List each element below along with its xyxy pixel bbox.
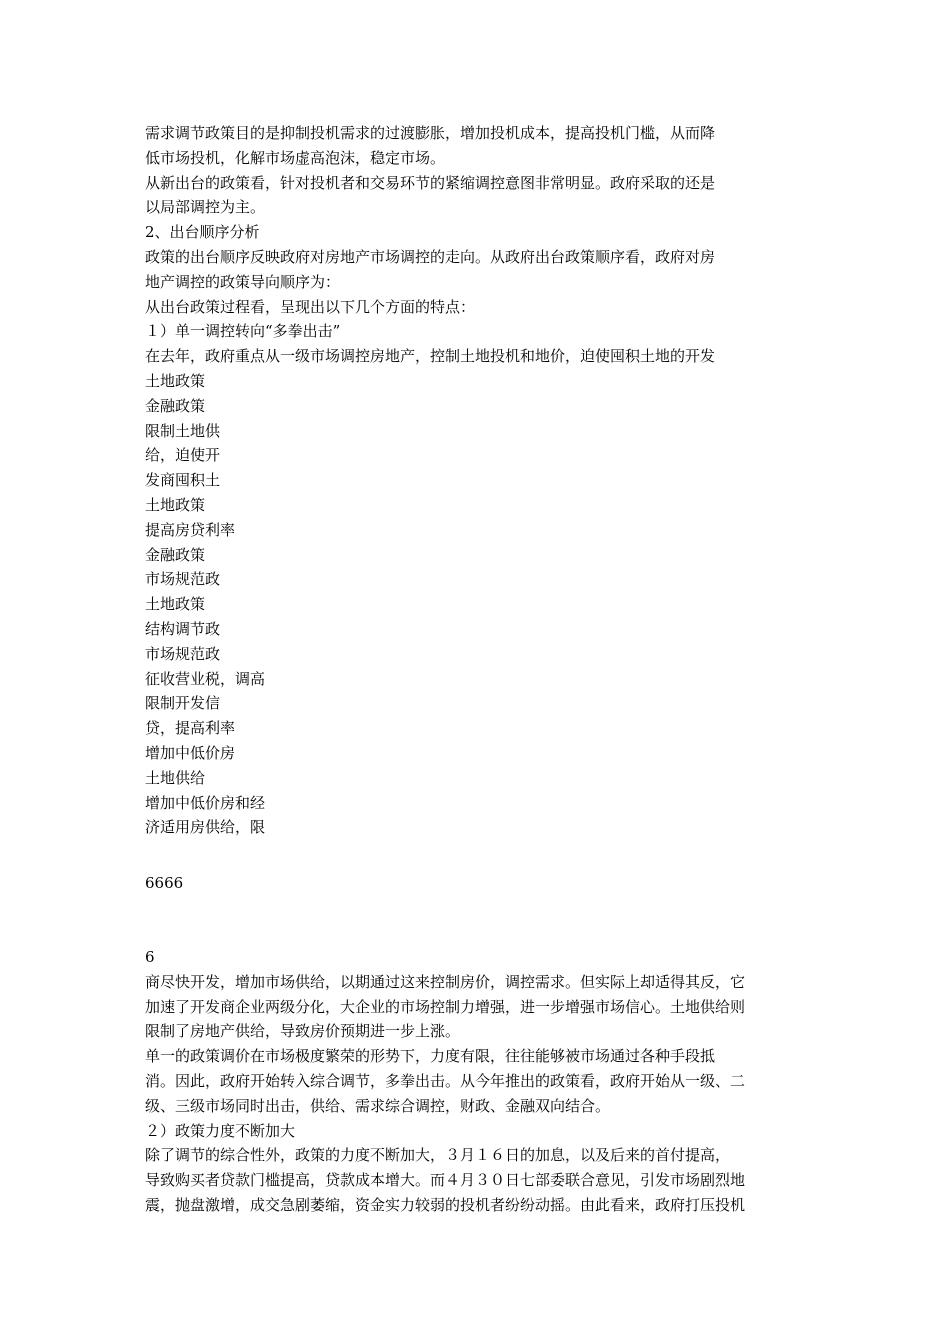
text-line: 加速了开发商企业两级分化，大企业的市场控制力增强，进一步增强市场信心。土地供给则: [145, 997, 746, 1016]
text-line: 限制开发信: [145, 694, 221, 713]
text-line: 结构调节政: [145, 619, 221, 638]
text-line: 市场规范政: [145, 644, 221, 663]
text-line: 在去年，政府重点从一级市场调控房地产，控制土地投机和地价，迫使囤积土地的开发: [145, 347, 716, 366]
text-line: 震，抛盘激增，成交急剧萎缩，资金实力较弱的投机者纷纷动摇。由此看来，政府打压投机: [145, 1195, 746, 1214]
text-line: 需求调节政策目的是抑制投机需求的过渡膨胀，增加投机成本，提高投机门槛，从而降: [145, 124, 716, 142]
text-line: 征收营业税，调高: [145, 669, 266, 688]
text-line: １）单一调控转向“多拳出击”: [145, 322, 341, 341]
text-block-number: [145, 871, 815, 896]
text-line: 增加中低价房: [145, 743, 236, 762]
text-line: 低市场投机，化解市场虚高泡沫，稳定市场。: [145, 148, 446, 167]
text-line: 政策的出台顺序反映政府对房地产市场调控的走向。从政府出台政策顺序看，政府对房: [145, 247, 716, 266]
text-line: 土地政策: [145, 495, 206, 514]
text-line: 济适用房供给，限: [145, 818, 266, 837]
text-line: 6666: [145, 874, 184, 892]
text-line: 提高房贷利率: [145, 520, 236, 539]
text-line: 限制土地供: [145, 421, 221, 440]
text-line: 限制了房地产供给，导致房价预期进一步上涨。: [145, 1022, 461, 1041]
text-line: 商尽快开发，增加市场供给，以期通过这来控制房价，调控需求。但实际上却适得其反，它: [145, 972, 746, 991]
text-line: 除了调节的综合性外，政策的力度不断加大，３月１６日的加息，以及后来的首付提高，: [145, 1146, 731, 1165]
text-line: 级、三级市场同时出击，供给、需求综合调控，财政、金融双向结合。: [145, 1096, 611, 1115]
text-line: 导致购买者贷款门槛提高，贷款成本增大。而４月３０日七部委联合意见，引发市场剧烈地: [145, 1171, 746, 1190]
text-line: ２）政策力度不断加大: [145, 1121, 296, 1140]
text-line: 贷，提高利率: [145, 719, 236, 738]
text-line: 从新出台的政策看，针对投机者和交易环节的紧缩调控意图非常明显。政府采取的还是: [145, 173, 716, 192]
text-line: 金融政策: [145, 396, 206, 415]
text-block-main: [145, 121, 815, 840]
text-line: 6: [145, 948, 155, 966]
text-line: 增加中低价房和经: [145, 793, 266, 812]
text-line: 从出台政策过程看，呈现出以下几个方面的特点：: [145, 297, 476, 316]
text-line: 以局部调控为主。: [145, 198, 266, 217]
text-line: 2、出台顺序分析: [145, 223, 260, 242]
text-line: 土地政策: [145, 371, 206, 390]
text-line: 消。因此，政府开始转入综合调节，多拳出击。从今年推出的政策看，政府开始从一级、二: [145, 1071, 746, 1090]
text-block-continuation: [145, 945, 815, 1218]
text-line: 土地政策: [145, 595, 206, 614]
text-line: 土地供给: [145, 768, 206, 787]
text-line: 市场规范政: [145, 570, 221, 589]
text-line: 单一的政策调价在市场极度繁荣的形势下，力度有限，往往能够被市场通过各种手段抵: [145, 1047, 716, 1066]
text-line: 金融政策: [145, 545, 206, 564]
text-line: 发商囤积土: [145, 471, 221, 490]
text-line: 地产调控的政策导向顺序为：: [145, 272, 341, 291]
text-line: 给，迫使开: [145, 446, 221, 465]
